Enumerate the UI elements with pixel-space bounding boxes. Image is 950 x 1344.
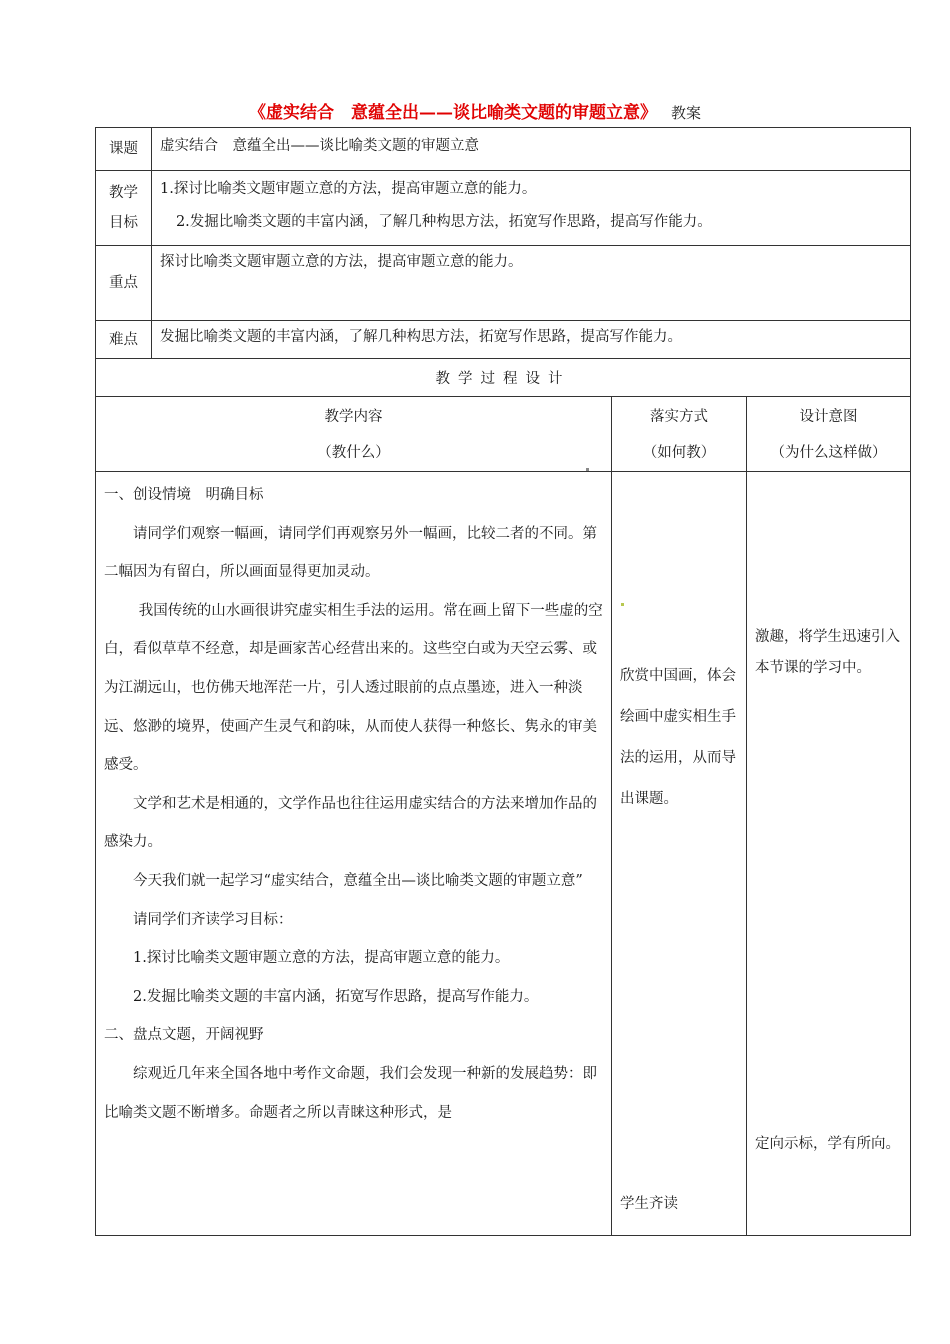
row-topic [96,128,911,171]
intent-1: 激趣，将学生迅速引入本节课的学习中。 [755,629,900,676]
goal-1: 1.探讨比喻类文题审题立意的方法，提高审题立意的能力。 [160,181,537,197]
method-2: 学生齐读 [620,1196,678,1212]
header-intent-sub: （为什么这样做） [770,445,887,461]
header-content-sub: （教什么） [317,445,390,461]
paragraph-5: 请同学们齐读学习目标： [133,911,293,928]
paragraph-1: 请同学们观察一幅画，请同学们再观察另外一幅画，比较二者的不同。第二幅因为有留白，所以画面显得更加灵动。 [104,525,597,581]
value-topic: 虚实结合 意蕴全出——谈比喻类文题的审题立意 [152,128,911,171]
title-suffix: 教案 [670,104,701,122]
scan-speck [621,603,624,606]
paragraph-7: 2.发掘比喻类文题的丰富内涵，拓宽写作思路，提高写作能力。 [133,988,539,1005]
section2-title: 二、盘点文题，开阔视野 [104,1027,264,1044]
header-content-title: 教学内容 [324,409,383,425]
title-main: 《虚实结合 意蕴全出——谈比喻类文题的审题立意》 [248,103,657,123]
header-intent-title: 设计意图 [799,409,858,425]
process-header: 教学过程设计 [96,359,911,397]
header-intent [747,397,911,472]
intent-column [747,472,911,1236]
label-topic: 课题 [96,128,152,171]
header-method-title: 落实方式 [650,409,708,425]
label-focus: 重点 [96,246,152,321]
label-difficulty: 难点 [96,321,152,359]
header-method [612,397,747,472]
row-goals [96,171,911,246]
paragraph-6: 1.探讨比喻类文题审题立意的方法，提高审题立意的能力。 [133,950,510,967]
lesson-plan-table [95,127,911,1236]
label-goals [96,171,152,246]
row-difficulty [96,321,911,359]
paragraph-4: 今天我们就一起学习“虚实结合，意蕴全出—谈比喻类文题的审题立意” [133,872,583,889]
method-1: 欣赏中国画，体会绘画中虚实相生手法的运用，从而导出课题。 [620,668,736,807]
method-column [612,472,747,1236]
row-column-headers [96,397,911,472]
paragraph-2: 我国传统的山水画很讲究虚实相生手法的运用。常在画上留下一些虚的空白，看似草草不经意，却是画家苦心经营出来的。这些空白或为天空云雾、或为江湖远山，也仿佛天地浑茫一片，引人透过眼前的点点墨迹，进入一种淡远、悠渺的境界，使画产生灵气和韵味，从而使人获得一种悠长、隽永的审美感受。 [104,602,603,774]
goal-2: 2.发掘比喻类文题的丰富内涵，了解几种构思方法，拓宽写作思路，提高写作能力。 [175,214,712,230]
value-difficulty: 发掘比喻类文题的丰富内涵，了解几种构思方法，拓宽写作思路，提高写作能力。 [152,321,911,359]
label-goals-line1: 教学 [109,185,138,201]
row-body [96,472,911,1236]
body-content [96,472,612,1236]
paragraph-3: 文学和艺术是相通的，文学作品也往往运用虚实结合的方法来增加作品的感染力。 [104,795,597,851]
scan-speck [586,468,589,471]
row-focus [96,246,911,321]
section1-title: 一、创设情境 明确目标 [104,487,264,503]
header-content [96,397,612,472]
document-title [0,100,950,126]
intent-2: 定向示标，学有所向。 [755,1136,900,1152]
value-focus: 探讨比喻类文题审题立意的方法，提高审题立意的能力。 [152,246,911,321]
label-goals-line2: 目标 [109,215,138,231]
value-goals [152,171,911,246]
row-process-header [96,359,911,397]
header-method-sub: （如何教） [642,445,716,461]
paragraph-8: 综观近几年来全国各地中考作文命题，我们会发现一种新的发展趋势：即比喻类文题不断增多。命题者之所以青睐这种形式，是 [104,1065,597,1121]
